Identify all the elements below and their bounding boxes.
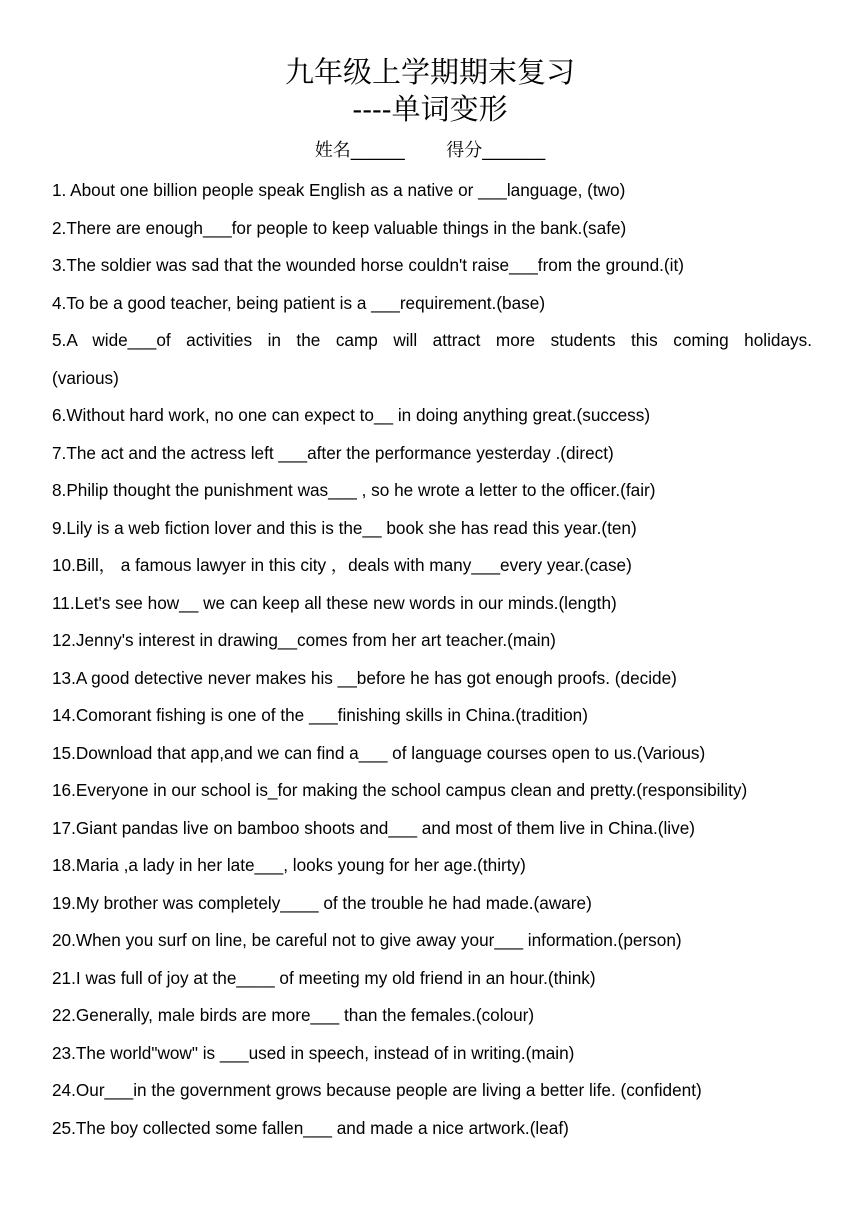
question-25: 25.The boy collected some fallen___ and made a nice artwork.(leaf): [52, 1117, 569, 1138]
question-1: 1. About one billion people speak English as a native or ___language, (two): [52, 180, 626, 200]
worksheet-title: 九年级上学期期末复习: [284, 55, 575, 89]
question-24: 24.Our___in the government grows because people are living a better life. (confident): [52, 1080, 702, 1100]
question-19: 19.My brother was completely____ of the trouble he had made.(aware): [52, 892, 592, 913]
question-18: 18.Maria ,a lady in her late___, looks young for her age.(thirty): [52, 855, 526, 875]
question-3: 3.The soldier was sad that the wounded horse couldn't raise___from the ground.(it): [52, 255, 684, 275]
question-21: 21.I was full of joy at the____ of meeting my old friend in an hour.(think): [52, 967, 596, 988]
question-11: 11.Let's see how__ we can keep all these new words in our minds.(length): [52, 592, 617, 613]
question-20: 20.When you surf on line, be careful not to give away your___ information.(person): [52, 930, 682, 950]
question-13: 13.A good detective never makes his __before he has got enough proofs. (decide): [52, 667, 677, 688]
name-field-label: 姓名______: [314, 140, 405, 161]
question-list: [52, 172, 812, 1147]
question-6: 6.Without hard work, no one can expect to__ in doing anything great.(success): [52, 405, 651, 425]
question-5: [52, 322, 812, 397]
score-field-label: 得分_______: [446, 140, 546, 161]
question-2: 2.There are enough___for people to keep valuable things in the bank.(safe): [52, 217, 627, 238]
name-score-line: [0, 139, 860, 163]
question-12: 12.Jenny's interest in drawing__comes from her art teacher.(main): [52, 630, 556, 650]
question-5-line-1: 5.A wide___of activities in the camp will attract more students this coming holidays.: [52, 330, 812, 350]
question-5-line-2: (various): [52, 367, 119, 388]
question-8: 8.Philip thought the punishment was___ , so he wrote a letter to the officer.(fair): [52, 480, 656, 500]
question-17: 17.Giant pandas live on bamboo shoots and___ and most of them live in China.(live): [52, 817, 696, 838]
question-10: 10.Bill， a famous lawyer in this city ，deals with many___every year.(case): [52, 555, 632, 575]
worksheet-subtitle: ----单词变形: [352, 92, 508, 126]
question-7: 7.The act and the actress left ___after the performance yesterday .(direct): [52, 442, 614, 463]
question-23: 23.The world"wow" is ___used in speech, instead of in writing.(main): [52, 1042, 575, 1063]
question-15: 15.Download that app,and we can find a___ of language courses open to us.(Various): [52, 742, 706, 763]
question-14: 14.Comorant fishing is one of the ___finishing skills in China.(tradition): [52, 705, 588, 725]
question-16: 16.Everyone in our school is_for making the school campus clean and pretty.(responsibility): [52, 780, 748, 800]
question-22: 22.Generally, male birds are more___ than the females.(colour): [52, 1005, 535, 1025]
question-9: 9.Lily is a web fiction lover and this is the__ book she has read this year.(ten): [52, 517, 637, 538]
question-4: 4.To be a good teacher, being patient is a ___requirement.(base): [52, 292, 546, 313]
